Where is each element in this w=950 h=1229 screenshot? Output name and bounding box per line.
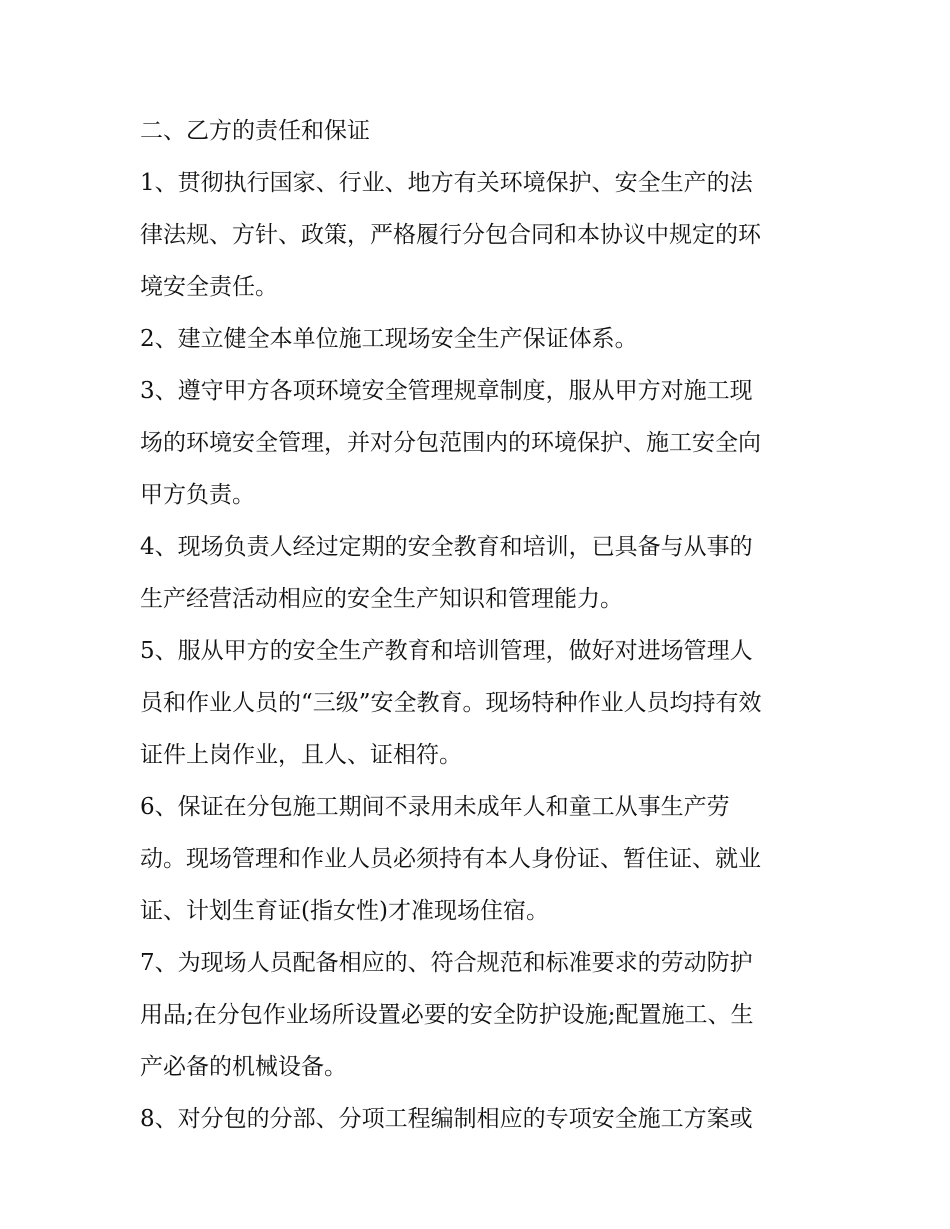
document-body (140, 105, 820, 1145)
text-line: 8、对分包的分部、分项工程编制相应的专项安全施工方案或 (140, 1106, 753, 1132)
text-line: 律法规、方针、政策，严格履行分包合同和本协议中规定的环 (140, 222, 761, 248)
text-line: 动。现场管理和作业人员必须持有本人身份证、暂住证、就业 (140, 846, 761, 872)
text-line: 产必备的机械设备。 (140, 1054, 347, 1080)
text-line: 1、贯彻执行国家、行业、地方有关环境保护、安全生产的法 (140, 170, 753, 196)
text-line: 甲方负责。 (140, 482, 255, 508)
text-line: 7、为现场人员配备相应的、符合规范和标准要求的劳动防护 (140, 950, 753, 976)
text-line: 场的环境安全管理，并对分包范围内的环境保护、施工安全向 (140, 430, 761, 456)
text-line: 证件上岗作业，且人、证相符。 (140, 742, 462, 768)
text-line: 生产经营活动相应的安全生产知识和管理能力。 (140, 586, 623, 612)
text-line: 3、遵守甲方各项环境安全管理规章制度，服从甲方对施工现 (140, 378, 753, 404)
text-line: 员和作业人员的“三级”安全教育。现场特种作业人员均持有效 (140, 690, 762, 716)
text-line: 证、计划生育证(指女性)才准现场住宿。 (140, 898, 549, 924)
text-line: 用品;在分包作业场所设置必要的安全防护设施;配置施工、生 (140, 1002, 754, 1028)
section-heading: 二、乙方的责任和保证 (140, 118, 370, 144)
text-line: 6、保证在分包施工期间不录用未成年人和童工从事生产劳 (140, 794, 730, 820)
text-line: 境安全责任。 (140, 274, 278, 300)
text-line: 4、现场负责人经过定期的安全教育和培训，已具备与从事的 (140, 534, 753, 560)
text-line: 2、建立健全本单位施工现场安全生产保证体系。 (140, 326, 638, 352)
text-line: 5、服从甲方的安全生产教育和培训管理，做好对进场管理人 (140, 638, 753, 664)
